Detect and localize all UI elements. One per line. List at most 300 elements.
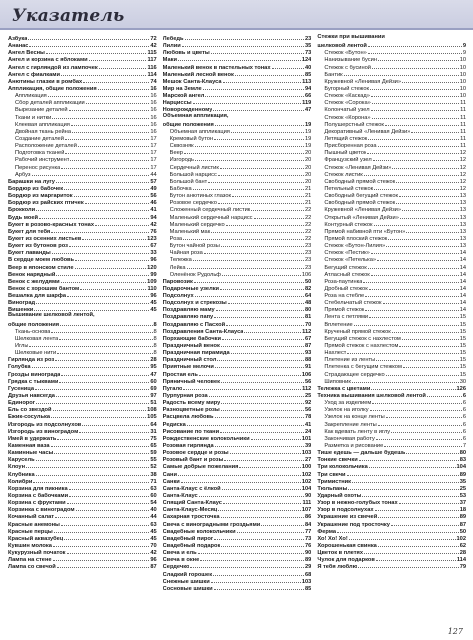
- entry-title: Стежки при вышивании: [317, 34, 385, 40]
- index-entry: [317, 127, 466, 134]
- dot-leader: [32, 362, 150, 368]
- entry-title: Стежок с бусиной: [324, 64, 371, 70]
- index-entry: [8, 48, 157, 55]
- entry-title: Кружевной «Ленивая Дейзи»: [324, 78, 402, 84]
- index-entry: [163, 170, 312, 177]
- index-entry: [317, 63, 466, 70]
- index-entry: [8, 348, 157, 355]
- entry-page-number: 64: [150, 421, 157, 427]
- entry-page-number: 70: [150, 542, 157, 549]
- entry-page-number: 22: [305, 221, 312, 227]
- entry-title: Оленёнок Рудольф: [169, 271, 221, 277]
- entry-title: Поздравляю папу: [162, 314, 214, 320]
- index-entry: [317, 284, 466, 291]
- entry-page-number: 14: [459, 300, 467, 306]
- entry-title: Каменная ваза: [8, 443, 50, 449]
- dot-leader: [193, 184, 304, 190]
- entry-page-number: 79: [459, 564, 467, 570]
- entry-page-number: 17: [150, 143, 157, 149]
- entry-page-number: 18: [459, 507, 467, 513]
- entry-title: Стежок «Бутон-Лилия»: [324, 243, 386, 249]
- entry-page-number: 35: [459, 478, 467, 484]
- dot-leader: [187, 420, 304, 426]
- entry-page-number: 47: [305, 107, 312, 113]
- dot-leader: [391, 520, 459, 526]
- index-entry: [163, 55, 312, 62]
- dot-leader: [368, 134, 459, 140]
- entry-title: Уход за изделием: [324, 400, 372, 406]
- entry-title: Красные анемоны: [8, 521, 60, 527]
- dot-leader: [185, 34, 304, 40]
- entry-title: Виноград: [8, 300, 36, 306]
- entry-title: Вешалка для шарфа: [8, 293, 67, 299]
- dot-leader: [344, 70, 459, 76]
- dot-leader: [399, 498, 459, 504]
- entry-page-number: 64: [305, 293, 312, 299]
- entry-title: Голубка: [8, 364, 31, 370]
- entry-page-number: 41: [305, 421, 312, 427]
- dot-leader: [29, 41, 149, 47]
- dot-leader: [365, 291, 458, 297]
- entry-title: Три колокольчика: [317, 464, 368, 470]
- entry-page-number: 11: [460, 100, 467, 106]
- index-entry: [163, 570, 312, 577]
- dot-leader: [183, 234, 304, 240]
- dot-leader: [190, 562, 304, 568]
- index-entry: [8, 220, 157, 227]
- entry-page-number: 37: [459, 500, 467, 506]
- index-entry: [317, 348, 466, 355]
- entry-page-number: 89: [459, 514, 467, 520]
- index-entry: [317, 77, 466, 84]
- entry-page-number: 10: [459, 93, 467, 99]
- entry-page-number: 21: [305, 200, 312, 206]
- dot-leader: [208, 177, 304, 183]
- dot-leader: [33, 477, 149, 483]
- entry-title: Расцвела любовь: [162, 414, 214, 420]
- entry-page-number: 8: [153, 350, 157, 356]
- entry-title: Прямой стежок с нахлестом: [324, 343, 399, 349]
- index-entry: [163, 334, 312, 341]
- entry-page-number: 14: [459, 285, 467, 292]
- entry-title: Стебельчатый стежок: [324, 300, 382, 306]
- entry-page-number: 16: [150, 121, 157, 127]
- index-entry: [8, 548, 157, 555]
- index-entry: [317, 455, 466, 462]
- index-entry: [8, 284, 157, 291]
- dot-leader: [215, 441, 304, 447]
- dot-leader: [178, 55, 301, 61]
- entry-page-number: 42: [150, 43, 157, 49]
- entry-title: Прямой стежок: [324, 307, 365, 313]
- entry-title: Бегущий стежок: [324, 264, 367, 270]
- entry-page-number: 83: [459, 457, 467, 463]
- index-entry: [163, 48, 312, 55]
- entry-title: Вышивание шелковой лентой,: [8, 312, 95, 319]
- entry-page-number: 54: [150, 500, 157, 506]
- index-entry: [8, 63, 157, 70]
- entry-page-number: 49: [150, 185, 157, 192]
- dot-leader: [69, 491, 149, 497]
- entry-page-number: 12: [459, 178, 467, 184]
- index-entry: [8, 127, 157, 134]
- dot-leader: [376, 355, 459, 361]
- dot-leader: [371, 270, 459, 276]
- index-entry: [8, 498, 157, 505]
- entry-page-number: 106: [301, 371, 312, 377]
- dot-leader: [57, 562, 150, 568]
- entry-page-number: 14: [459, 264, 467, 270]
- entry-title: Розовое сердце и розы: [162, 450, 229, 456]
- entry-title: Поздравляю маму: [162, 307, 215, 313]
- entry-title: Корзина с бабочками: [8, 493, 69, 499]
- dot-leader: [67, 548, 150, 554]
- entry-title: Сердечный листик: [169, 164, 219, 170]
- entry-title: Брокколи: [8, 207, 36, 213]
- dot-leader: [406, 448, 458, 454]
- dot-leader: [216, 305, 304, 311]
- dot-leader: [183, 384, 301, 390]
- entry-title: Грядка с тыквами: [8, 378, 59, 384]
- index-entry: [317, 427, 466, 434]
- dot-leader: [85, 198, 150, 204]
- entry-title: Свободный прямой стежок: [324, 178, 396, 184]
- dot-leader: [71, 120, 149, 126]
- entry-page-number: 6: [462, 393, 467, 399]
- entry-title: Сосновые шишки: [162, 585, 213, 591]
- entry-title: Вырезание деталей: [15, 107, 68, 113]
- entry-title: Санта-Клаус-Месяц: [162, 507, 218, 513]
- entry-page-number: 102: [301, 478, 312, 484]
- entry-title: общие положения: [8, 321, 60, 327]
- dot-leader: [215, 120, 304, 126]
- index-entry: [8, 362, 157, 369]
- index-entry: [163, 584, 312, 591]
- entry-page-number: 104: [301, 485, 312, 491]
- entry-page-number: 80: [305, 307, 312, 313]
- index-entry: [317, 498, 466, 505]
- entry-page-number: 60: [150, 378, 157, 384]
- entry-title: Нанизывание бусин: [324, 57, 377, 63]
- dot-leader: [221, 512, 305, 518]
- dot-leader: [231, 127, 304, 133]
- dot-leader: [55, 512, 149, 518]
- entry-title: Сердечко: [162, 564, 190, 570]
- entry-title: Будь моей: [8, 214, 38, 220]
- index-entry: [317, 484, 466, 491]
- entry-title: Маленький сердечный нарцисс: [169, 214, 253, 220]
- index-entry: [317, 163, 466, 170]
- entry-page-number: 114: [456, 557, 467, 563]
- entry-title: Бутон анютиных глазок: [169, 193, 231, 199]
- entry-title: Каминные часы: [8, 450, 54, 456]
- index-entry: [163, 70, 312, 77]
- entry-page-number: 53: [459, 493, 467, 499]
- entry-page-number: 8: [153, 335, 157, 342]
- index-entry: [8, 434, 157, 441]
- index-entry: [317, 305, 466, 312]
- index-entry: [163, 441, 312, 448]
- entry-page-number: 94: [305, 85, 312, 92]
- index-entry: [163, 41, 312, 48]
- dot-leader: [75, 255, 149, 261]
- index-entry: [317, 548, 466, 555]
- index-entry: [163, 255, 312, 262]
- index-entry: [8, 148, 157, 155]
- dot-leader: [34, 305, 149, 311]
- dot-leader: [220, 427, 304, 433]
- index-entry: [317, 91, 466, 98]
- entry-page-number: 13: [459, 200, 467, 206]
- dot-leader: [64, 184, 149, 190]
- entry-title: Сладкий горошек: [162, 571, 213, 577]
- dot-leader: [272, 63, 305, 69]
- entry-page-number: 57: [150, 178, 157, 184]
- entry-page-number: 115: [147, 50, 157, 56]
- entry-title: Бордюр из бабочек: [8, 185, 64, 192]
- entry-page-number: 104: [456, 464, 467, 470]
- dot-leader: [221, 398, 304, 404]
- dot-leader: [203, 84, 304, 90]
- entry-page-number: 97: [150, 393, 157, 399]
- entry-title: Открытый «Ленивая Дейзи»: [324, 214, 399, 220]
- dot-leader: [67, 498, 150, 504]
- entry-page-number: 66: [305, 93, 312, 99]
- entry-page-number: 21: [305, 193, 312, 199]
- dot-leader: [371, 105, 460, 111]
- entry-title: Лебедь: [162, 36, 184, 42]
- index-entry: [8, 320, 157, 327]
- dot-leader: [54, 527, 150, 533]
- entry-title: Анютины глазки в ромбах: [8, 78, 83, 84]
- entry-page-number: 113: [302, 78, 312, 84]
- index-entry: [317, 505, 466, 512]
- entry-title: Закончивая работу: [324, 435, 375, 442]
- entry-page-number: 13: [459, 235, 467, 242]
- entry-title: Снежные шишки: [162, 578, 210, 584]
- dot-leader: [354, 320, 459, 326]
- entry-title: Арбуз: [15, 171, 31, 177]
- entry-title: Атласный стежок: [324, 271, 370, 277]
- entry-page-number: 15: [459, 335, 467, 342]
- entry-title: Поздравления Санта-Клауса: [162, 328, 244, 334]
- index-entry: [317, 291, 466, 298]
- index-entry: [8, 398, 157, 405]
- entry-title: Кремовый бутон: [169, 135, 214, 142]
- entry-page-number: 89: [305, 557, 312, 563]
- entry-page-number: 46: [150, 200, 157, 206]
- index-entry: [163, 320, 312, 327]
- entry-title: Ель со звездой: [8, 407, 52, 413]
- dot-leader: [214, 312, 304, 318]
- dot-leader: [222, 484, 301, 490]
- index-entry: [8, 448, 157, 455]
- entry-title: Как вдевать ленту в иглу: [324, 428, 391, 434]
- dot-leader: [359, 455, 459, 461]
- index-entry: [163, 327, 312, 334]
- dot-leader: [239, 462, 300, 468]
- dot-leader: [32, 170, 150, 176]
- entry-title: Ангел с гирляндой из лампочек: [8, 64, 98, 70]
- entry-page-number: 112: [302, 328, 312, 334]
- dot-leader: [400, 213, 459, 219]
- entry-page-number: 45: [150, 300, 157, 306]
- dot-leader: [36, 205, 149, 211]
- index-entry: [8, 505, 157, 512]
- index-entry: [163, 263, 312, 270]
- dot-leader: [59, 334, 152, 340]
- dot-leader: [64, 534, 149, 540]
- index-entry: [163, 462, 312, 469]
- entry-title: Марской ангел: [162, 93, 205, 99]
- entry-title: Приятные мелочи: [162, 364, 214, 370]
- dot-leader: [36, 398, 149, 404]
- entry-title: Объемная аппликация,: [162, 112, 229, 119]
- index-entry: [8, 134, 157, 141]
- dot-leader: [95, 220, 149, 226]
- dot-leader: [61, 277, 147, 283]
- entry-page-number: 87: [459, 521, 467, 527]
- dot-leader: [386, 412, 462, 418]
- index-entry: [8, 377, 157, 384]
- dot-leader: [61, 163, 149, 169]
- dot-leader: [378, 55, 459, 61]
- entry-title: Свободный бегущий стежок: [324, 193, 398, 199]
- index-entry: [317, 213, 466, 220]
- index-entry: [317, 105, 466, 112]
- dot-leader: [244, 327, 301, 333]
- dot-leader: [211, 577, 301, 583]
- index-entry: [317, 341, 466, 348]
- index-entry: [317, 177, 466, 184]
- index-entry: [8, 113, 157, 120]
- index-entry: [163, 284, 312, 291]
- dot-leader: [79, 427, 149, 433]
- entry-title: Пугало: [162, 385, 183, 392]
- entry-page-number: 10: [459, 57, 467, 63]
- dot-leader: [402, 77, 459, 83]
- entry-page-number: 14: [459, 307, 467, 313]
- dot-leader: [391, 427, 462, 433]
- entry-title: Двойная ткань рейна: [15, 128, 71, 134]
- entry-title: Сани: [162, 471, 177, 477]
- dot-leader: [83, 77, 149, 83]
- dot-leader: [218, 170, 304, 176]
- dot-leader: [48, 91, 150, 97]
- index-entry: [163, 184, 312, 191]
- index-entry: [317, 327, 466, 334]
- entry-page-number: 89: [459, 471, 467, 477]
- entry-page-number: 51: [150, 400, 157, 406]
- index-entry: [163, 520, 312, 527]
- index-entry: [8, 270, 157, 277]
- index-entry: [163, 63, 312, 70]
- entry-title: Венок с желудями: [8, 278, 60, 284]
- dot-leader: [364, 548, 459, 554]
- dot-leader: [372, 98, 459, 104]
- dot-leader: [53, 541, 149, 547]
- entry-title: Красный аквазубец: [8, 535, 64, 541]
- index-entry: [163, 455, 312, 462]
- index-entry: [8, 370, 157, 377]
- entry-title: Новорожденному: [162, 107, 213, 113]
- index-entry: [8, 120, 157, 127]
- dot-leader: [365, 305, 458, 311]
- index-entry: [317, 512, 466, 519]
- entry-title: Плетение из ленты: [324, 357, 376, 363]
- index-entry: [8, 170, 157, 177]
- entry-page-number: 119: [302, 100, 312, 106]
- entry-page-number: 60: [150, 493, 157, 499]
- entry-page-number: 90: [305, 493, 312, 499]
- entry-page-number: 87: [150, 564, 157, 570]
- dot-leader: [369, 284, 459, 290]
- entry-page-number: 96: [150, 293, 157, 299]
- dot-leader: [378, 541, 459, 547]
- index-entry: [8, 327, 157, 334]
- entry-title: Присборенная роза: [324, 143, 377, 149]
- entry-title: Санта-Клаус: [162, 493, 198, 499]
- dot-leader: [35, 384, 149, 390]
- index-entry: [317, 270, 466, 277]
- entry-page-number: 6: [462, 400, 467, 406]
- entry-page-number: 81: [305, 314, 312, 320]
- index-entry: [317, 184, 466, 191]
- dot-leader: [403, 362, 459, 368]
- dot-leader: [376, 434, 462, 440]
- index-entry: [317, 120, 466, 127]
- entry-page-number: 27: [305, 457, 312, 463]
- entry-title: Французский узел: [324, 157, 372, 163]
- entry-title: Нарциссы: [162, 100, 192, 106]
- dot-leader: [221, 377, 304, 383]
- index-entry: [163, 155, 312, 162]
- index-entry: [8, 391, 157, 398]
- index-entry: [8, 298, 157, 305]
- dot-leader: [52, 248, 150, 254]
- dot-leader: [384, 441, 462, 447]
- entry-page-number: 24: [305, 428, 312, 434]
- index-entry: [163, 541, 312, 548]
- entry-title: Вплетение: [324, 321, 353, 327]
- entry-title: Крученый прямой стежок: [324, 328, 391, 334]
- dot-leader: [220, 284, 304, 290]
- entry-page-number: 14: [459, 293, 467, 299]
- entry-title: Ткани и нитки: [15, 114, 52, 120]
- entry-page-number: 117: [147, 57, 157, 63]
- index-entry: [8, 534, 157, 541]
- index-entry: [317, 398, 466, 405]
- index-entry: [8, 420, 157, 427]
- index-entry: [8, 91, 157, 98]
- entry-page-number: 6: [462, 428, 467, 434]
- dot-leader: [230, 448, 301, 454]
- entry-page-number: 19: [305, 128, 312, 134]
- dot-leader: [213, 105, 304, 111]
- dot-leader: [195, 141, 304, 147]
- index-entry: [317, 441, 466, 448]
- entry-page-number: 8: [153, 343, 157, 349]
- index-entry: [163, 105, 312, 112]
- entry-page-number: 85: [305, 71, 312, 77]
- entry-title: Иглы: [15, 343, 29, 349]
- entry-page-number: 15: [459, 328, 467, 334]
- entry-title: Лампа со свечой: [8, 564, 56, 570]
- dot-leader: [28, 34, 149, 40]
- dot-leader: [187, 263, 304, 269]
- index-entry: [8, 141, 157, 148]
- entry-title: Праздничный венок: [162, 343, 220, 349]
